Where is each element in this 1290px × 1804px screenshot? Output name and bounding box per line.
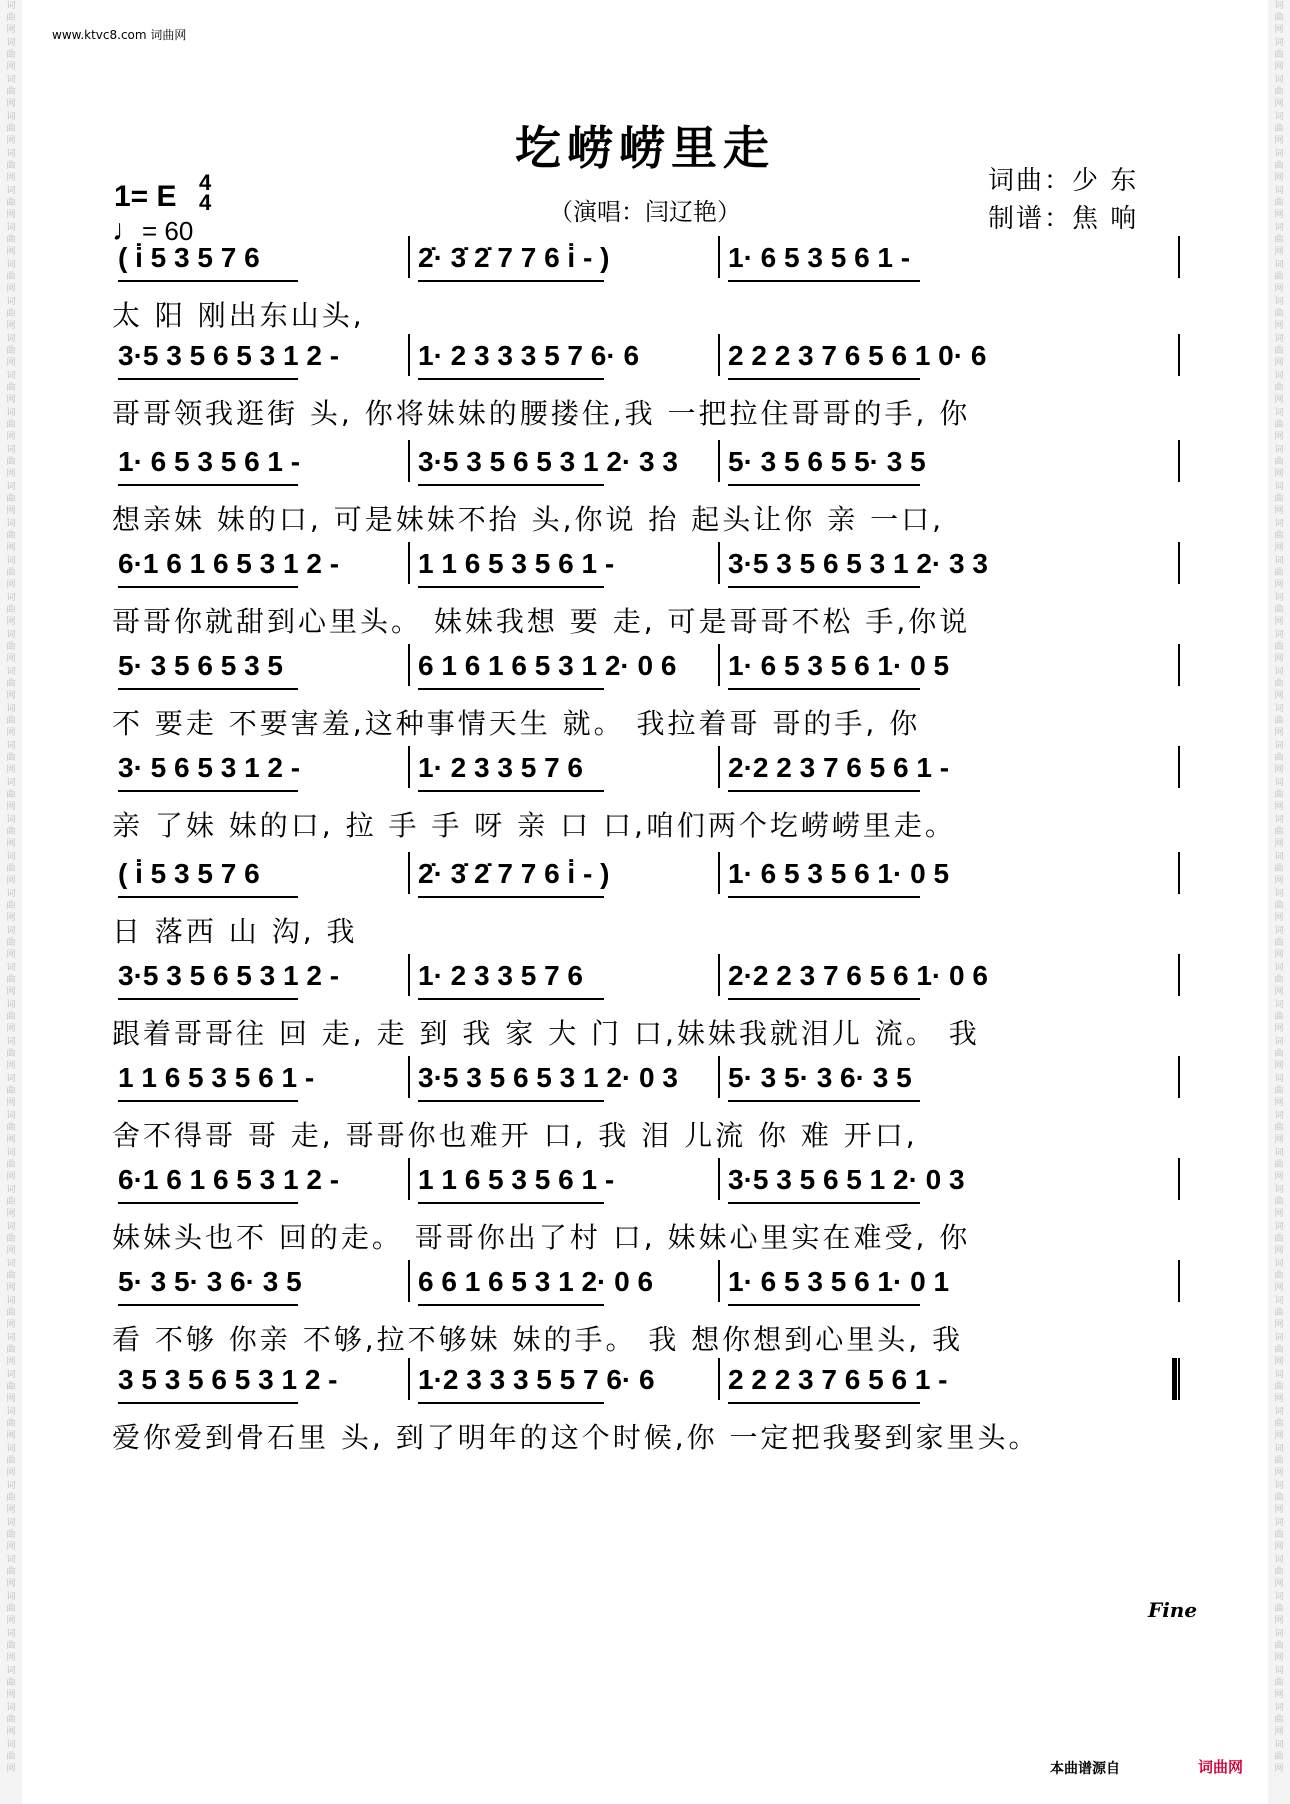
credits bbox=[988, 162, 1138, 238]
beam-line bbox=[418, 1100, 604, 1102]
beam-line bbox=[118, 896, 298, 898]
barline bbox=[1178, 1056, 1180, 1098]
measure: 1 1 6 5 3 5 6 1 - bbox=[118, 1062, 315, 1093]
measure: ( i̇ 5 3 5 7 6 bbox=[118, 242, 260, 273]
measure: 1·2 3 3 3 5 5 7 6· 6 bbox=[418, 1364, 655, 1395]
barline bbox=[408, 236, 410, 278]
barline bbox=[408, 1260, 410, 1302]
barline bbox=[718, 1358, 720, 1400]
lyrics-line: 不 要走 不要害羞,这种事情天生 就。 我拉着哥 哥的手, 你 bbox=[112, 707, 921, 740]
transcriber: 制谱：焦 响 bbox=[988, 204, 1139, 234]
barline bbox=[1178, 440, 1180, 482]
measure: 1· 6 5 3 5 6 1 - bbox=[118, 446, 301, 477]
beam-line bbox=[728, 280, 920, 282]
key-signature: 1= E bbox=[114, 180, 177, 213]
beam-line bbox=[418, 896, 604, 898]
barline bbox=[408, 334, 410, 376]
beam-line bbox=[728, 1402, 920, 1404]
barline bbox=[1178, 542, 1180, 584]
measure: 3· 5 6 5 3 1 2 - bbox=[118, 752, 301, 783]
measure: 5· 3 5· 3 6· 3 5 bbox=[728, 1062, 912, 1093]
beam-line bbox=[118, 688, 298, 690]
beam-line bbox=[118, 378, 298, 380]
measure: 1 1 6 5 3 5 6 1 - bbox=[418, 1164, 615, 1195]
barline bbox=[718, 746, 720, 788]
measure: 1· 2 3 3 5 7 6 bbox=[418, 960, 584, 991]
beam-line bbox=[118, 484, 298, 486]
beam-line bbox=[118, 1202, 298, 1204]
barline bbox=[1178, 954, 1180, 996]
lyrics-line: 妹妹头也不 回的走。 哥哥你出了村 口, 妹妹心里实在难受, 你 bbox=[112, 1221, 971, 1254]
footer-source-label: 本曲谱源自 bbox=[1050, 1761, 1120, 1777]
barline bbox=[718, 440, 720, 482]
measure: 3 5 3 5 6 5 3 1 2 - bbox=[118, 1364, 338, 1395]
barline bbox=[718, 644, 720, 686]
barline bbox=[718, 954, 720, 996]
measure: 3·5 3 5 6 5 3 1 2· 3 3 bbox=[418, 446, 678, 477]
page-title: 圪崂崂里走 bbox=[515, 121, 775, 175]
lyrics-line: 看 不够 你亲 不够,拉不够妹 妹的手。 我 想你想到心里头, 我 bbox=[112, 1323, 964, 1356]
barline bbox=[1178, 236, 1180, 278]
beam-line bbox=[118, 1304, 298, 1306]
beam-line bbox=[728, 586, 920, 588]
meter-top: 4 bbox=[199, 170, 212, 195]
lyrics-line: 亲 了妹 妹的口, 拉 手 手 呀 亲 口 口,咱们两个圪崂崂里走。 bbox=[112, 809, 956, 842]
fine-marking: Fine bbox=[1148, 1598, 1198, 1622]
barline bbox=[1178, 1358, 1180, 1400]
barline bbox=[1178, 1260, 1180, 1302]
measure: 3·5 3 5 6 5 3 1 2· 3 3 bbox=[728, 548, 988, 579]
barline bbox=[408, 1358, 410, 1400]
measure: 5· 3 5 6 5 3 5 bbox=[118, 650, 284, 681]
measure: 1· 6 5 3 5 6 1· 0 1 bbox=[728, 1266, 950, 1297]
beam-line bbox=[418, 688, 604, 690]
beam-line bbox=[118, 586, 298, 588]
lyrics-line: 哥哥你就甜到心里头。 妹妹我想 要 走, 可是哥哥不松 手,你说 bbox=[112, 605, 971, 638]
measure: 3·5 3 5 6 5 3 1 2 - bbox=[118, 960, 340, 991]
beam-line bbox=[728, 790, 920, 792]
lyrics-line: 日 落西 山 沟, 我 bbox=[112, 915, 358, 948]
beam-line bbox=[728, 896, 920, 898]
notation-line bbox=[112, 538, 1182, 598]
measure: 2̇· 3̇ 2̇ 7 7 6 i̇ - ) bbox=[418, 858, 610, 889]
notation-line bbox=[112, 742, 1182, 802]
notation-line bbox=[112, 1256, 1182, 1316]
barline bbox=[408, 644, 410, 686]
left-watermark-strip: 词 曲 网 词 曲 网 词 曲 网 词 曲 网 词 曲 网 词 曲 网 词 曲 网 词 曲 网 词 曲 网 词 曲 网 词 曲 网 词 曲 网 词 曲 网 词 曲 网 词 曲 网 词 曲 网 词 曲 网 词 曲 网 词 曲 网 词 曲 网 词 曲 网 词 曲 网 词 曲 网 词 曲 网 词 曲 网 词 曲 网 词 曲 网 词 曲 网 词 曲 网 词 曲 网 词 曲 网 词 曲 网 词 曲 网 词 曲 网 词 曲 网 词 曲 网 词 曲 网 词 曲 网 词 曲 网 词 曲 网 词 曲 网 词 曲 网 词 曲 网 词 曲 网 词 曲 网 词 曲 网 词 曲 网 词 曲 网 bbox=[0, 0, 22, 1804]
measure: 2 2 2 3 7 6 5 6 1 - bbox=[728, 1364, 948, 1395]
measure: 3·5 3 5 6 5 1 2· 0 3 bbox=[728, 1164, 965, 1195]
beam-line bbox=[728, 1304, 920, 1306]
barline bbox=[408, 542, 410, 584]
beam-line bbox=[118, 998, 298, 1000]
barline bbox=[408, 1056, 410, 1098]
beam-line bbox=[728, 378, 920, 380]
barline bbox=[718, 542, 720, 584]
quarter-note-icon: ♩ bbox=[112, 214, 142, 247]
notation-line bbox=[112, 1154, 1182, 1214]
measure: 5· 3 5 6 5 5· 3 5 bbox=[728, 446, 926, 477]
notation-line bbox=[112, 1354, 1182, 1414]
measure: 1 1 6 5 3 5 6 1 - bbox=[418, 548, 615, 579]
beam-line bbox=[418, 484, 604, 486]
barline bbox=[408, 440, 410, 482]
barline bbox=[718, 236, 720, 278]
final-barline bbox=[1172, 1358, 1177, 1400]
measure: 2 2 2 3 7 6 5 6 1 0· 6 bbox=[728, 340, 987, 371]
beam-line bbox=[728, 688, 920, 690]
beam-line bbox=[418, 998, 604, 1000]
singer-credit: （演唱：闫辽艳） bbox=[549, 198, 741, 226]
right-watermark-strip: 词 曲 网 词 曲 网 词 曲 网 词 曲 网 词 曲 网 词 曲 网 词 曲 网 词 曲 网 词 曲 网 词 曲 网 词 曲 网 词 曲 网 词 曲 网 词 曲 网 词 曲 网 词 曲 网 词 曲 网 词 曲 网 词 曲 网 词 曲 网 词 曲 网 词 曲 网 词 曲 网 词 曲 网 词 曲 网 词 曲 网 词 曲 网 词 曲 网 词 曲 网 词 曲 网 词 曲 网 词 曲 网 词 曲 网 词 曲 网 词 曲 网 词 曲 网 词 曲 网 词 曲 网 词 曲 网 词 曲 网 词 曲 网 词 曲 网 词 曲 网 词 曲 网 词 曲 网 词 曲 网 词 曲 网 词 曲 网 bbox=[1268, 0, 1290, 1804]
barline bbox=[718, 1158, 720, 1200]
beam-line bbox=[118, 1100, 298, 1102]
lyrics-line: 跟着哥哥往 回 走, 走 到 我 家 大 门 口,妹妹我就泪儿 流。 我 bbox=[112, 1017, 980, 1050]
barline bbox=[1178, 1158, 1180, 1200]
measure: 1· 2 3 3 5 7 6 bbox=[418, 752, 584, 783]
barline bbox=[718, 1056, 720, 1098]
lyrics-line: 舍不得哥 哥 走, 哥哥你也难开 口, 我 泪 儿流 你 难 开口, bbox=[112, 1119, 918, 1152]
barline bbox=[1178, 746, 1180, 788]
notation-line bbox=[112, 330, 1182, 390]
measure: 2̇· 3̇ 2̇ 7 7 6 i̇ - ) bbox=[418, 242, 610, 273]
lyrics-line: 太 阳 刚出东山头, bbox=[112, 299, 365, 332]
beam-line bbox=[418, 1402, 604, 1404]
footer-site-link[interactable]: 词曲网 bbox=[1198, 1758, 1244, 1776]
measure: 3·5 3 5 6 5 3 1 2 - bbox=[118, 340, 340, 371]
measure: 3·5 3 5 6 5 3 1 2· 0 3 bbox=[418, 1062, 678, 1093]
measure: 2·2 2 3 7 6 5 6 1 - bbox=[728, 752, 950, 783]
notation-line bbox=[112, 848, 1182, 908]
beam-line bbox=[118, 1402, 298, 1404]
notation-line bbox=[112, 1052, 1182, 1112]
lyrics-line: 爱你爱到骨石里 头, 到了明年的这个时候,你 一定把我娶到家里头。 bbox=[112, 1421, 1040, 1454]
measure: 1· 6 5 3 5 6 1· 0 5 bbox=[728, 650, 950, 681]
beam-line bbox=[118, 280, 298, 282]
barline bbox=[408, 852, 410, 894]
measure: 2·2 2 3 7 6 5 6 1· 0 6 bbox=[728, 960, 988, 991]
barline bbox=[408, 1158, 410, 1200]
barline bbox=[408, 954, 410, 996]
measure: 5· 3 5· 3 6· 3 5 bbox=[118, 1266, 302, 1297]
beam-line bbox=[118, 790, 298, 792]
beam-line bbox=[418, 790, 604, 792]
measure: 6·1 6 1 6 5 3 1 2 - bbox=[118, 1164, 340, 1195]
lyrics-line: 想亲妹 妹的口, 可是妹妹不抬 头,你说 抬 起头让你 亲 一口, bbox=[112, 503, 945, 536]
measure: 1· 2 3 3 3 5 7 6· 6 bbox=[418, 340, 640, 371]
beam-line bbox=[418, 586, 604, 588]
barline bbox=[1178, 644, 1180, 686]
measure: 1· 6 5 3 5 6 1· 0 5 bbox=[728, 858, 950, 889]
measure: 6·1 6 1 6 5 3 1 2 - bbox=[118, 548, 340, 579]
beam-line bbox=[418, 1304, 604, 1306]
beam-line bbox=[728, 484, 920, 486]
beam-line bbox=[418, 1202, 604, 1204]
measure: 6 6 1 6 5 3 1 2· 0 6 bbox=[418, 1266, 654, 1297]
barline bbox=[718, 1260, 720, 1302]
meter-bottom: 4 bbox=[199, 190, 212, 215]
barline bbox=[1178, 334, 1180, 376]
notation-line bbox=[112, 640, 1182, 700]
notation-line bbox=[112, 232, 1182, 292]
measure: 6 1 6 1 6 5 3 1 2· 0 6 bbox=[418, 650, 677, 681]
beam-line bbox=[728, 1202, 920, 1204]
measure: 1· 6 5 3 5 6 1 - bbox=[728, 242, 911, 273]
lyrics-line: 哥哥领我逛街 头, 你将妹妹的腰搂住,我 一把拉住哥哥的手, 你 bbox=[112, 397, 971, 430]
barline bbox=[718, 852, 720, 894]
time-signature bbox=[199, 170, 212, 215]
notation-line bbox=[112, 436, 1182, 496]
beam-line bbox=[728, 1100, 920, 1102]
beam-line bbox=[418, 280, 604, 282]
notation-line bbox=[112, 950, 1182, 1010]
measure: ( i̇ 5 3 5 7 6 bbox=[118, 858, 260, 889]
barline bbox=[408, 746, 410, 788]
tempo-value: = 60 bbox=[142, 216, 194, 246]
lyricist-composer: 词曲：少 东 bbox=[988, 166, 1139, 196]
beam-line bbox=[418, 378, 604, 380]
barline bbox=[1178, 852, 1180, 894]
barline bbox=[718, 334, 720, 376]
site-url[interactable]: www.ktvc8.com 词曲网 bbox=[52, 28, 187, 42]
beam-line bbox=[728, 998, 920, 1000]
